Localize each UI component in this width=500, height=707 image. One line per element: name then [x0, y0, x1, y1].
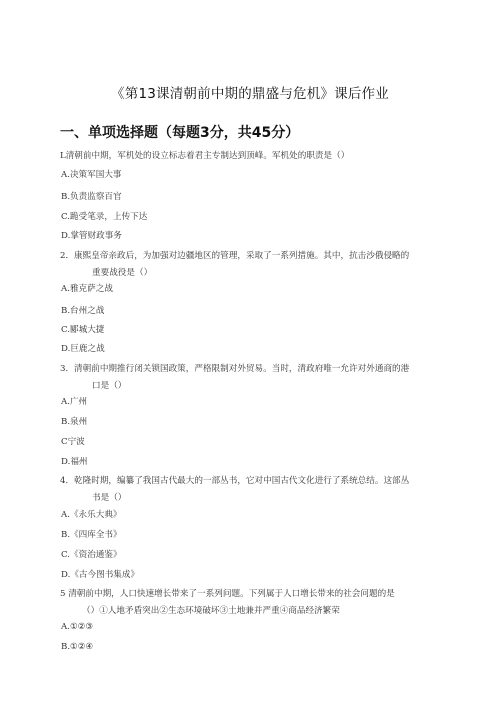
question-1-option-d: D.掌管财政事务: [61, 231, 122, 241]
question-text: 4．乾隆时期，编纂了我国古代最大的一部丛书，它对中国古代文化进行了系统总结。这部丛: [60, 476, 410, 486]
question-text: 2．康熙皇帝亲政后，为加强对边疆地区的管理，采取了一系列措施。其中，抗击沙俄侵略的: [60, 251, 410, 261]
question-2-option-c: C.郾城大捷: [61, 325, 105, 335]
question-4-option-c: C.《资治通鉴》: [61, 550, 122, 560]
question-2-option-b: B.台州之战: [61, 306, 105, 316]
question-3-option-a: A.广州: [61, 397, 88, 407]
question-text: 5 清朝前中期，人口快速增长带来了一系列问题。下列属于人口增长带来的社会问题的是: [60, 589, 395, 599]
section-heading: 一、单项选择题（每题3分，共45分）: [60, 125, 300, 141]
question-3-option-c: C宁波: [61, 437, 85, 447]
question-5-option-b: B.①②④: [61, 642, 94, 652]
question-3-option-d: D.福州: [61, 457, 88, 467]
question-3-stem: [60, 361, 440, 395]
question-1-stem: [60, 148, 440, 165]
question-4-option-d: D.《古今图书集成》: [61, 570, 140, 580]
question-3-option-b: B.泉州: [61, 417, 88, 427]
question-2-option-d: D.巨鹿之战: [61, 344, 105, 354]
question-4-option-a: A.《永乐大典》: [61, 510, 122, 520]
question-text: L清朝前中期，军机处的设立标志着君主专制达到顶峰。军机处的职责是（）: [60, 151, 350, 161]
question-4-option-b: B.《四库全书》: [61, 530, 122, 540]
question-text: 3．清朝前中期推行闭关锁国政策，严格限制对外贸易。当时，清政府唯一允许对外通商的港: [60, 364, 410, 374]
question-2-stem: [60, 248, 440, 282]
question-1-option-b: B.负责监察百官: [61, 192, 122, 202]
question-text-continued: （）①人地矛盾突出②生态环境破坏③土地兼并严重④商品经济繁荣: [82, 606, 340, 616]
question-4-stem: [60, 473, 440, 507]
question-text-continued: 口是（）: [92, 381, 127, 391]
question-text-continued: 书是（）: [92, 493, 127, 503]
question-2-option-a: A.雅克萨之战: [61, 284, 113, 294]
document-title: 《第13课清朝前中期的鼎盛与危机》课后作业: [111, 86, 389, 102]
question-5-stem: [60, 586, 440, 620]
question-text-continued: 重要战役是（）: [92, 268, 153, 278]
question-5-option-a: A.①②③: [61, 622, 94, 632]
question-1-option-c: C.跪受笔录，上传下达: [61, 212, 148, 222]
question-1-option-a: A.决策军国大事: [61, 170, 122, 180]
